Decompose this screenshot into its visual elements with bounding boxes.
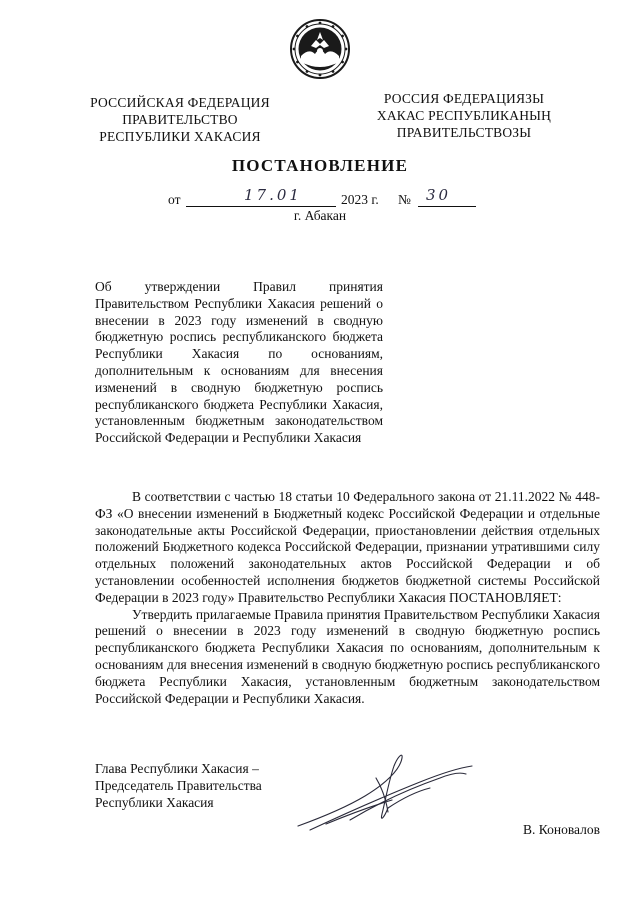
body-paragraph: В соответствии с частью 18 статьи 10 Федерального закона от 21.11.2022 № 448-ФЗ «О внесении изменений в Бюджетный кодекс Российской Федерации и отдельные законодательные акты Российской Федерации, приостановлении действия отдельных положений Бюджетного кодекса Российской Федерации, признании утратившими силу отдельных положений законодательных актов Российской Федерации и об установлении особенностей исполнения бюджетов бюджетной системы Российской Федерации в 2023 году» Правительство Республики Хакасия ПОСТАНОВЛЯЕТ: [95,489,600,605]
header-left-line: РЕСПУБЛИКИ ХАКАСИЯ [99,129,261,144]
city: г. Абакан [293,208,347,223]
handwritten-signature-icon [290,748,480,838]
document-title: ПОСТАНОВЛЕНИЕ [231,156,409,175]
date-prefix: от [168,192,181,207]
header-right-line: РОССИЯ ФЕДЕРАЦИЯЗЫ [383,91,545,106]
signatory-position [95,760,315,811]
handwritten-date: 17.01 [244,186,302,204]
handwritten-number: 30 [426,186,452,204]
document-subject: Об утверждении Правил принятия Правительством Республики Хакасия решений о внесении в 2023 году изменений в сводную бюджетную роспись республиканского бюджета Республики Хакасия по основаниям, дополнительным к основаниям для внесения изменений в сводную бюджетную роспись республиканского бюджета Республики Хакасия, установленным бюджетным законодательством Российской Федерации и Республики Хакасия [95,279,383,446]
number-underline [418,206,476,207]
coat-of-arms-icon [289,18,351,80]
signatory-name: В. Коновалов [523,822,600,837]
signatory-position-line: Республики Хакасия [95,795,214,810]
date-year: 2023 г. [341,192,379,207]
header-right-line: ХАКАС РЕСПУБЛИКАНЫҢ [376,108,552,123]
body-paragraph: Утвердить прилагаемые Правила принятия Правительством Республики Хакасия решений о внесении в 2023 году изменений в сводную бюджетную роспись республиканского бюджета Республики Хакасия по основаниям, дополнительным к основаниям для внесения изменений в сводную бюджетную роспись республиканского бюджета Республики Хакасия, установленным бюджетным законодательством Российской Федерации и Республики Хакасия. [95,606,600,706]
signatory-position-line: Председатель Правительства [95,778,262,793]
header-right [366,90,562,141]
document-body [95,489,600,707]
signatory-position-line: Глава Республики Хакасия – [95,761,259,776]
header-right-line: ПРАВИТЕЛЬСТВОЗЫ [396,125,532,140]
number-label: № [398,192,411,207]
header-left-line: РОССИЙСКАЯ ФЕДЕРАЦИЯ [90,95,270,110]
header-left-line: ПРАВИТЕЛЬСТВО [122,112,238,127]
date-underline [186,206,336,207]
header-left [80,94,280,145]
